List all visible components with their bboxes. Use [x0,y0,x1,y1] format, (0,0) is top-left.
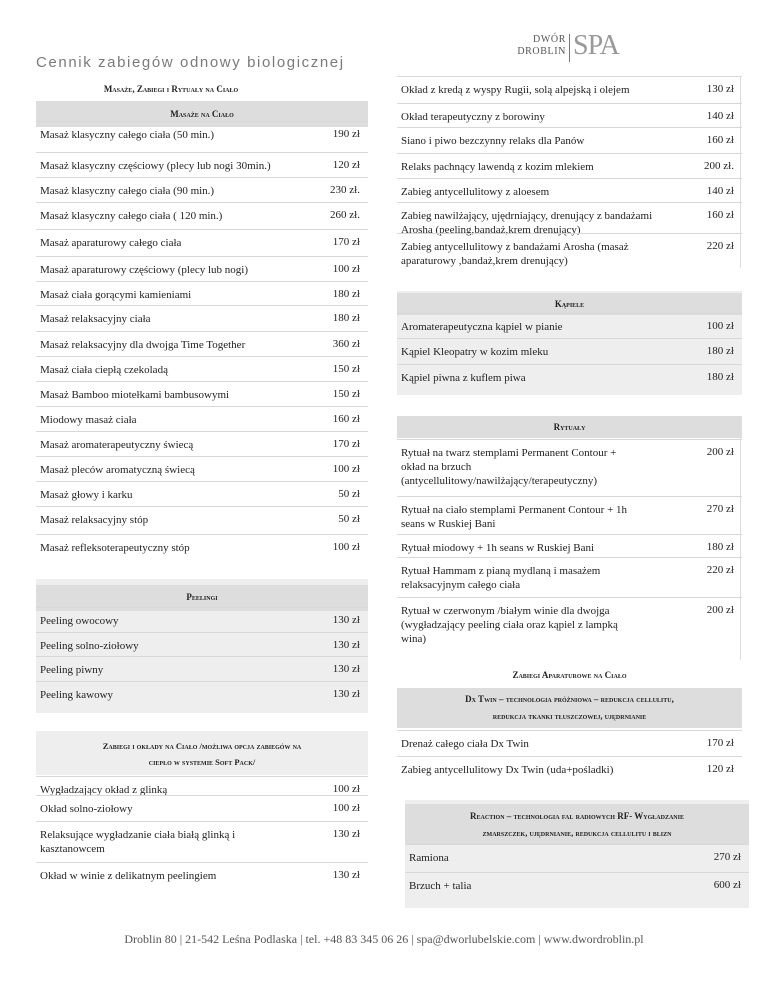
item-price: 180 zł [706,371,734,383]
item-price: 270 zł [706,503,734,515]
item-price: 170 zł [332,236,360,248]
item-name: Masaż klasyczny częściowy (plecy lub nogi 30min.) [40,160,271,172]
wraps-section-title-2: ciepło w systemie Soft Pack/ [148,757,256,767]
item-name: Zabieg nawilżający, ujędrniający, drenujący z bandażami Arosha (peeling,bandaż,krem drenujący) [401,210,653,236]
footer-contact: Droblin 80 | 21-542 Leśna Podlaska | tel. +48 83 345 06 26 | spa@dworlubelskie.com | www.dwordroblin.pl [124,932,644,946]
item-price: 190 zł [332,128,360,140]
price-row [36,356,368,376]
price-row [397,597,742,645]
reaction-header-bar [405,804,749,844]
rituals-section-title: Rytuały [553,422,586,432]
item-price: 170 zł [706,737,734,749]
section-title-body: Masaże, Zabiegi i Rytuały na Ciało [103,84,239,94]
item-name: Okład terapeutyczny z borowiny [401,111,545,123]
item-name: Rytuał na ciało stemplami Permanent Contour + 1h seans w Ruskiej Bani [401,504,628,530]
price-row [36,534,368,554]
item-price: 220 zł [706,564,734,576]
price-row [405,872,749,892]
item-price: 600 zł [713,879,741,891]
item-name: Peeling piwny [40,664,104,676]
price-row [36,121,368,141]
item-name: Drenaż całego ciała Dx Twin [401,738,529,750]
item-name: Siano i piwo bezczynny relaks dla Panów [401,135,585,147]
peeling-section-title: Peelingi [186,592,218,602]
item-name: Rytuał Hammam z pianą mydlaną i masażem relaksacyjnym całego ciała [401,565,601,591]
item-price: 100 zł [332,463,360,475]
price-row [36,431,368,451]
item-name: Masaż klasyczny całego ciała ( 120 min.) [40,210,223,222]
massage-section-title: Masaże na Ciało [170,109,234,119]
item-price: 130 zł [706,83,734,95]
item-name: Kąpiel Kleopatry w kozim mleku [401,346,549,358]
price-row [36,632,368,652]
item-price: 130 zł [332,828,360,840]
item-name: Masaż aromaterapeutyczny świecą [40,439,194,451]
item-name: Okład w winie z delikatnym peelingiem [40,870,217,882]
item-price: 160 zł [332,413,360,425]
price-row [36,795,368,815]
price-row [36,456,368,476]
item-name: Masaż relaksacyjny ciała [40,313,151,325]
price-row [36,177,368,197]
price-row [397,127,742,147]
item-name: Masaż ciała ciepłą czekoladą [40,364,168,376]
item-price: 50 zł [338,488,360,500]
price-row [397,496,742,530]
price-row [36,607,368,627]
item-price: 200 zł [706,604,734,616]
item-name: Peeling solno-ziołowy [40,640,139,652]
price-row [397,557,742,591]
price-row [36,821,368,855]
price-row [397,153,742,173]
item-name: Relaksujące wygładzanie ciała białą glinką i kasztanowcem [40,829,236,855]
item-name: Masaż klasyczny całego ciała (90 min.) [40,185,215,197]
item-price: 360 zł [332,338,360,350]
price-row [36,406,368,426]
price-row [397,233,742,267]
price-row [405,844,749,864]
item-name: Masaż aparaturowy częściowy (plecy lub nogi) [40,264,249,276]
price-row [36,862,368,882]
item-name: Kąpiel piwna z kuflem piwa [401,372,526,384]
price-row [397,338,742,358]
item-name: Masaż głowy i karku [40,489,133,501]
item-name: Peeling kawowy [40,689,114,701]
item-name: Masaż aparaturowy całego ciała [40,237,182,249]
item-name: Rytuał w czerwonym /białym winie dla dwojga (wygładzający peeling ciała oraz kąpiel z lampką wina) [401,605,618,645]
item-price: 160 zł [706,134,734,146]
item-name: Peeling owocowy [40,615,119,627]
dwor-droblin-spa-logo: DWÓR DROBLIN SPA [517,30,619,61]
wraps-section-title-1: Zabiegi i okłady na Ciało /możliwa opcja zabiegów na [102,741,302,751]
item-name: Rytuał na twarz stemplami Permanent Contour + okład na brzuch (antycellulitowy/nawilżający/terapeutyczny) [401,447,617,487]
item-price: 260 zł. [330,209,360,221]
price-row [36,331,368,351]
item-price: 180 zł [332,312,360,324]
item-price: 130 zł [332,639,360,651]
item-name: Masaż klasyczny całego ciała (50 min.) [40,129,215,141]
item-name: Wygładzający okład z glinką [40,784,168,796]
item-price: 100 zł [332,783,360,795]
price-row [397,76,742,96]
price-row [36,256,368,276]
price-row [36,202,368,222]
item-name: Okład solno-ziołowy [40,803,133,815]
price-row [397,364,742,384]
item-price: 170 zł [332,438,360,450]
item-name: Miodowy masaż ciała [40,414,137,426]
price-row [36,381,368,401]
price-row [397,178,742,198]
reaction-title-1: Reaction – technologia fal radiowych RF- Wygładzanie [470,811,684,821]
baths-section-title: Kąpiele [554,299,585,309]
price-row [397,756,742,776]
item-name: Aromaterapeutyczna kąpiel w pianie [401,321,563,333]
item-price: 270 zł [713,851,741,863]
item-price: 180 zł [706,345,734,357]
item-price: 100 zł [706,320,734,332]
item-price: 200 zł. [704,160,734,172]
price-row [36,681,368,701]
item-name: Masaż ciała gorącymi kamieniami [40,289,192,301]
item-price: 100 zł [332,541,360,553]
item-name: Masaż pleców aromatyczną świecą [40,464,195,476]
item-price: 180 zł [332,288,360,300]
item-name: Zabieg antycellulitowy z bandażami Arosha (masaż aparaturowy ,bandaż,krem drenujący) [401,241,629,267]
price-row [36,506,368,526]
item-name: Relaks pachnący lawendą z kozim mlekiem [401,161,594,173]
price-row [36,656,368,676]
item-price: 230 zł. [330,184,360,196]
item-price: 150 zł [332,363,360,375]
item-name: Masaż relaksacyjny dla dwojga Time Together [40,339,246,351]
item-price: 130 zł [332,869,360,881]
item-name: Zabieg antycellulitowy z aloesem [401,186,550,198]
dx-title-2: redukcja tkanki tłuszczowej, ujędrnianie [492,711,647,721]
reaction-title-2: zmarszczek, ujędrnianie, redukcja cellulitu i blizn [482,828,672,838]
price-row [397,439,742,487]
item-name: Masaż refleksoterapeutyczny stóp [40,542,190,554]
item-price: 160 zł [706,209,734,221]
item-price: 150 zł [332,388,360,400]
price-row [36,305,368,325]
price-row [397,730,742,750]
item-name: Brzuch + talia [409,880,472,892]
item-name: Zabieg antycellulitowy Dx Twin (uda+pośladki) [401,764,614,776]
item-name: Masaż Bamboo miotełkami bambusowymi [40,389,230,401]
item-price: 130 zł [332,663,360,675]
price-row [397,103,742,123]
item-price: 130 zł [332,614,360,626]
item-name: Masaż relaksacyjny stóp [40,514,149,526]
price-row [36,776,368,796]
item-price: 130 zł [332,688,360,700]
price-row [36,481,368,501]
item-price: 180 zł [706,541,734,553]
item-price: 220 zł [706,240,734,252]
price-row [36,152,368,172]
item-price: 120 zł [332,159,360,171]
item-name: Ramiona [409,852,449,864]
item-price: 100 zł [332,802,360,814]
price-row [397,313,742,333]
price-row [36,281,368,301]
dx-title-1: Dx Twin – technologia próżniowa – redukcja cellulitu, [465,694,674,704]
apparatus-section-title: Zabiegi Aparaturowe na Ciało [512,670,627,680]
item-price: 120 zł [706,763,734,775]
item-price: 200 zł [706,446,734,458]
price-row [36,229,368,249]
item-price: 140 zł [706,110,734,122]
item-price: 140 zł [706,185,734,197]
wraps-header-panel [36,731,368,775]
price-row [397,202,742,236]
item-price: 50 zł [338,513,360,525]
item-name: Rytuał miodowy + 1h seans w Ruskiej Bani [401,542,595,554]
page-title: Cennik zabiegów odnowy biologicznej [36,54,345,71]
price-row [397,534,742,554]
item-price: 100 zł [332,263,360,275]
item-name: Okład z kredą z wyspy Rugii, solą alpejską i olejem [401,84,630,96]
